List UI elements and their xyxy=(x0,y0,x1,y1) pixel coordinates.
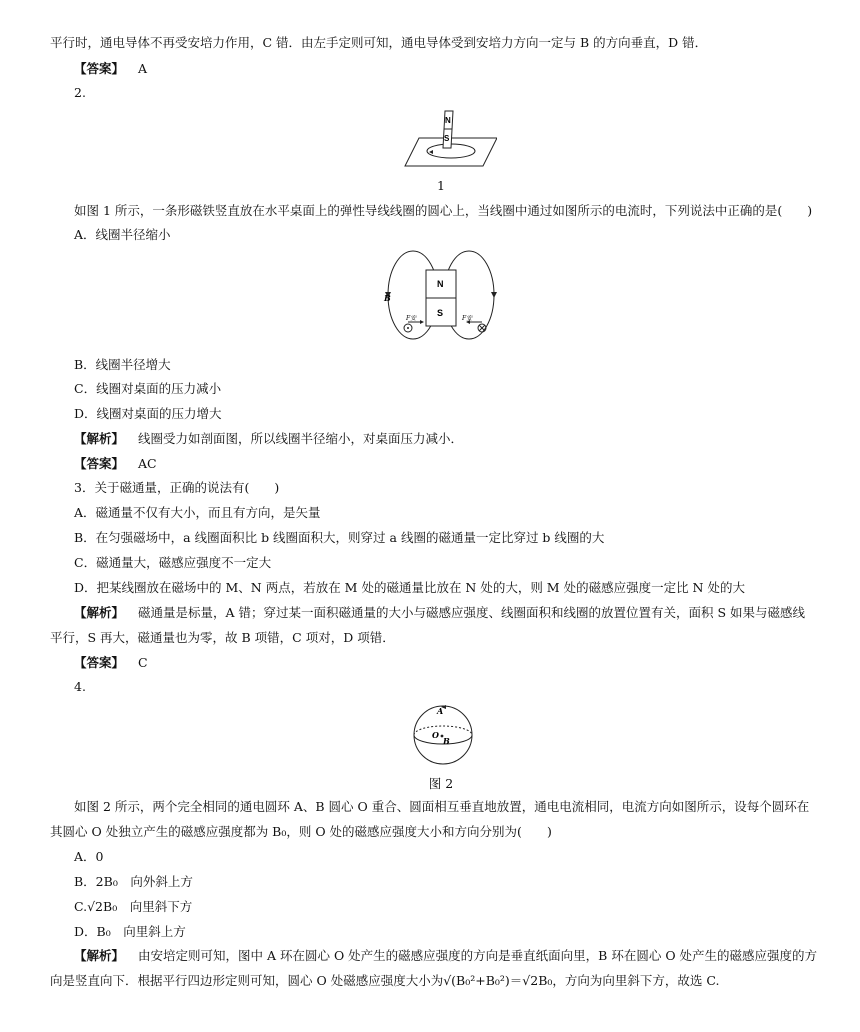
q4-stem-line1: 如图 2 所示，两个完全相同的通电圆环 A、B 圆心 O 重合、圆面相互垂直地放置，通电电流相同，电流方向如图所示，设每个圆环在 xyxy=(74,799,810,814)
analysis-label: 【解析】 xyxy=(74,605,125,620)
answer-value: C xyxy=(138,655,148,670)
q2-analysis xyxy=(74,430,463,448)
q2-answer xyxy=(74,455,157,473)
coil-b-label: B xyxy=(384,293,391,303)
figure-2-caption: 图 2 xyxy=(428,776,454,791)
q2-option-c: C．线圈对桌面的压力减小 xyxy=(74,381,222,396)
q4-analysis xyxy=(74,947,817,965)
fig2-a-label: A xyxy=(437,706,444,716)
q3-option-c: C．磁通量大，磁感应强度不一定大 xyxy=(74,555,272,570)
q3-option-b: B．在匀强磁场中，a 线圈面积比 b 线圈面积大，则穿过 a 线圈的磁通量一定比穿过 b 线圈的大 xyxy=(74,530,605,545)
answer-label: 【答案】 xyxy=(74,61,125,76)
figure-1-magnet-on-table xyxy=(385,108,497,170)
figure-coil-cross-section xyxy=(380,248,500,344)
answer-label: 【答案】 xyxy=(74,655,125,670)
q2-number: 2. xyxy=(74,85,86,100)
answer-label: 【答案】 xyxy=(74,456,125,471)
coil-force-left: F安 xyxy=(406,315,417,322)
analysis-text: 磁通量是标量，A 错；穿过某一面积磁通量的大小与磁感应强度、线圈面积和线圈的放置位置有关，面积 S 如果与磁感线 xyxy=(138,605,806,620)
q4-analysis-cont: 向是竖直向下．根据平行四边形定则可知，圆心 O 处磁感应强度大小为√(B₀²+B₀²)＝√2B₀，方向为向里斜下方，故选 C. xyxy=(50,973,720,988)
q4-option-d: D．B₀ 向里斜上方 xyxy=(74,924,186,939)
q1-analysis-tail: 平行时，通电导体不再受安培力作用，C 错．由左手定则可知，通电导体受到安培力方向一定与 B 的方向垂直，D 错． xyxy=(50,35,708,50)
coil-s-label: S xyxy=(437,308,444,318)
q2-option-b: B．线圈半径增大 xyxy=(74,357,171,372)
q3-stem: 3．关于磁通量，正确的说法有( ) xyxy=(74,480,280,495)
analysis-label: 【解析】 xyxy=(74,431,125,446)
fig2-b-label: B xyxy=(443,736,450,746)
fig1-n-label: N xyxy=(445,116,451,125)
fig1-s-label: S xyxy=(444,134,450,143)
figure-1-caption: 1 xyxy=(437,178,445,193)
q3-analysis-cont: 平行，S 再大，磁通量也为零，故 B 项错，C 项对，D 项错． xyxy=(50,630,395,645)
q3-answer xyxy=(74,654,148,672)
q3-analysis xyxy=(74,604,805,622)
figure-2-rings xyxy=(408,704,478,766)
q2-stem: 如图 1 所示，一条形磁铁竖直放在水平桌面上的弹性导线线圈的圆心上，当线圈中通过如图所示的电流时，下列说法中正确的是( ) xyxy=(74,203,813,218)
answer-value: AC xyxy=(138,456,157,471)
coil-force-right: F安 xyxy=(462,315,473,322)
q2-option-a: A．线圈半径缩小 xyxy=(74,227,171,242)
coil-n-label: N xyxy=(437,279,444,289)
q4-option-a: A．0 xyxy=(74,849,104,864)
q2-option-d: D．线圈对桌面的压力增大 xyxy=(74,406,222,421)
q4-option-c: C.√2B₀ 向里斜下方 xyxy=(74,899,193,914)
analysis-text: 由安培定则可知，图中 A 环在圆心 O 处产生的磁感应强度的方向是垂直纸面向里，B 环在圆心 O 处产生的磁感应强度的方 xyxy=(138,948,818,963)
analysis-label: 【解析】 xyxy=(74,948,125,963)
analysis-text: 线圈受力如剖面图，所以线圈半径缩小，对桌面压力减小． xyxy=(138,431,464,446)
q3-option-a: A．磁通量不仅有大小，而且有方向，是矢量 xyxy=(74,505,321,520)
fig2-o-label: O xyxy=(432,730,439,740)
q4-option-b: B．2B₀ 向外斜上方 xyxy=(74,874,193,889)
answer-value: A xyxy=(138,61,148,76)
q4-number: 4. xyxy=(74,679,86,694)
q3-option-d: D．把某线圈放在磁场中的 M、N 两点，若放在 M 处的磁通量比放在 N 处的大，则 M 处的磁感应强度一定比 N 处的大 xyxy=(74,580,745,595)
q4-stem-line2: 其圆心 O 处独立产生的磁感应强度都为 B₀，则 O 处的磁感应强度大小和方向分别为( ) xyxy=(50,824,552,839)
q1-answer xyxy=(74,60,147,78)
